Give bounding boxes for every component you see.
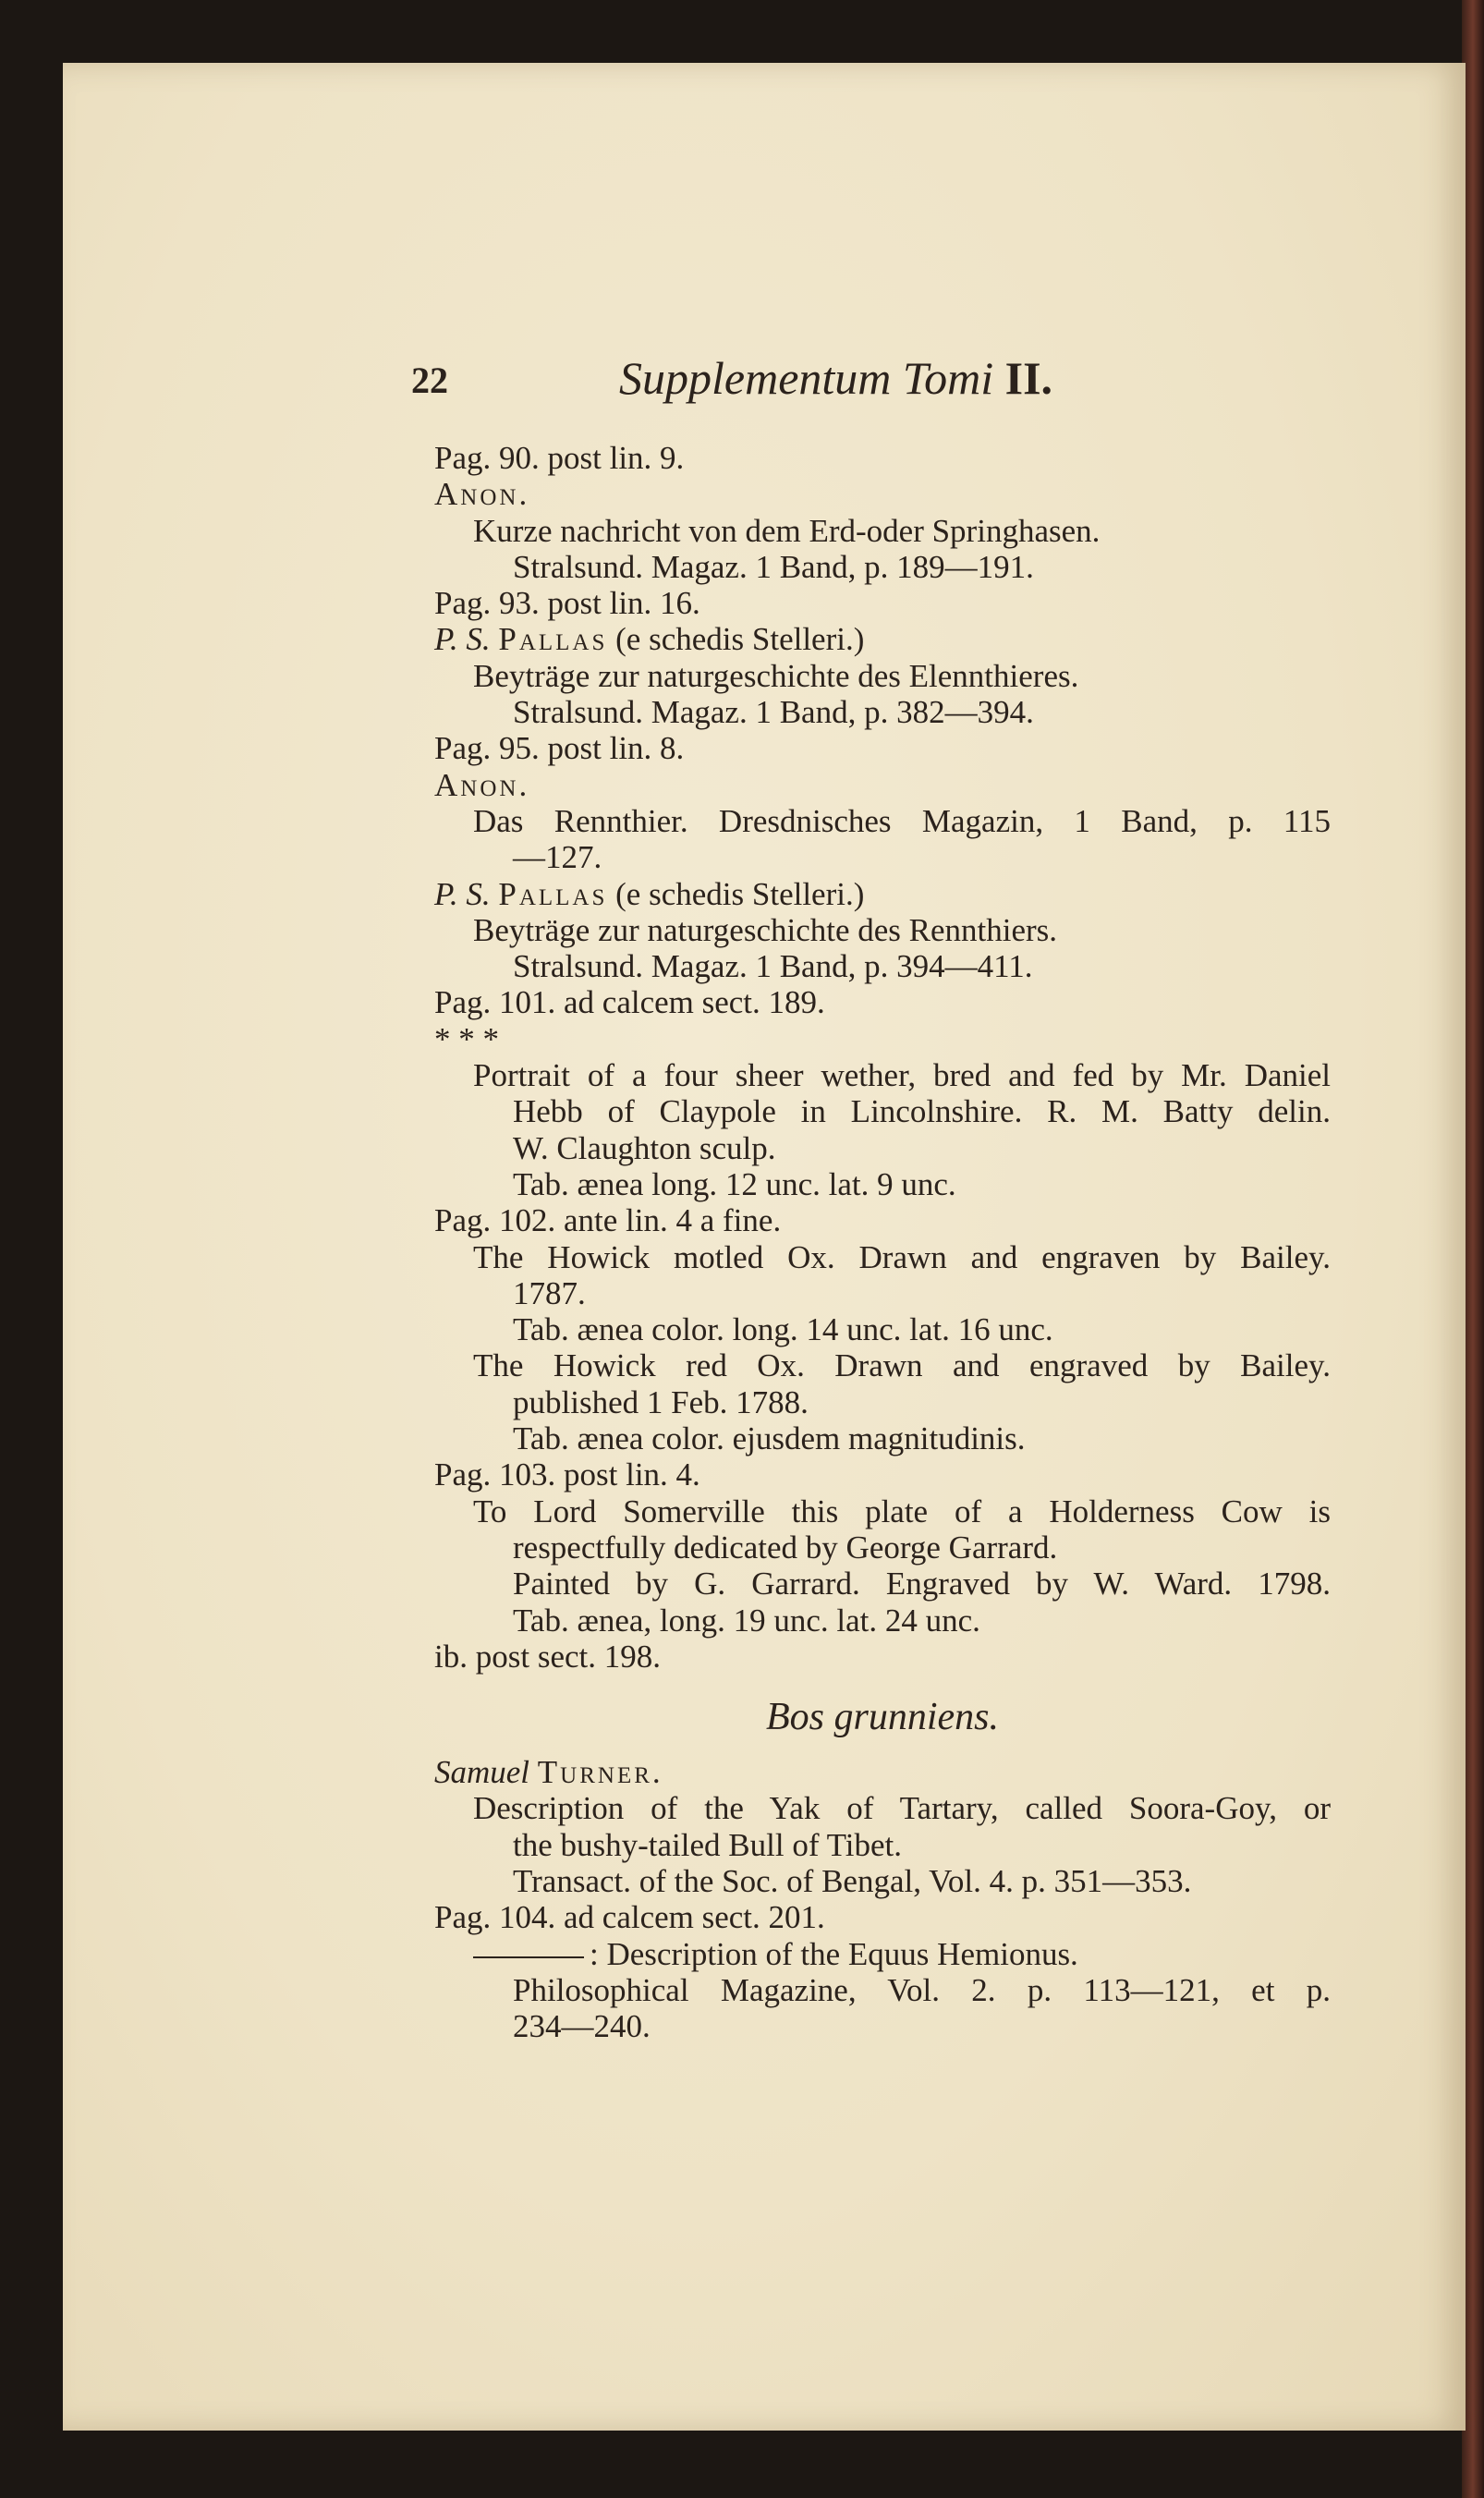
- entry-heading-line: [434, 1754, 1331, 1790]
- line-text: Transact. of the Soc. of Bengal, Vol. 4. p. 351—353.: [513, 1862, 1192, 1899]
- line-text: The Howick red Ox. Drawn and engraved by Bailey.: [473, 1347, 1331, 1384]
- entry-text-line: [434, 1863, 1331, 1899]
- line-text: : Description of the Equus Hemionus.: [590, 1935, 1078, 1972]
- author-name: Pallas: [498, 875, 608, 912]
- line-text: Pag. 90. post lin. 9.: [434, 440, 685, 476]
- line-text: Stralsund. Magaz. 1 Band, p. 189—191.: [513, 548, 1034, 585]
- line-text: Pag. 102. ante lin. 4 a fine.: [434, 1202, 782, 1239]
- line-text: Painted by G. Garrard. Engraved by W. Ward. 1798.: [513, 1566, 1331, 1602]
- author-initials: P. S.: [434, 875, 499, 912]
- line-text: ib. post sect. 198.: [434, 1638, 661, 1675]
- line-text: Hebb of Claypole in Lincolnshire. R. M. Batty delin.: [513, 1093, 1331, 1130]
- line-text: Pag. 104. ad calcem sect. 201.: [434, 1899, 825, 1936]
- entry-text-line: [434, 1602, 1331, 1639]
- line-text: * * *: [434, 1020, 499, 1057]
- entry-heading-line: [434, 984, 1331, 1020]
- line-text: Beyträge zur naturgeschichte des Rennthiers.: [473, 911, 1058, 948]
- entry-text-line: [434, 1790, 1331, 1826]
- entry-text-line: [434, 1057, 1331, 1093]
- line-text: Stralsund. Magaz. 1 Band, p. 394—411.: [513, 948, 1033, 985]
- line-text: Tab. ænea color. long. 14 unc. lat. 16 unc.: [513, 1311, 1053, 1348]
- line-text: Bos grunniens.: [766, 1696, 999, 1739]
- entry-text-line: [434, 1827, 1331, 1863]
- line-text: (e schedis Stelleri.): [607, 875, 865, 912]
- line-text: —127.: [513, 839, 602, 876]
- author-initials: P. S.: [434, 621, 499, 658]
- author-name: Anon.: [434, 476, 530, 513]
- line-text: Tab. ænea, long. 19 unc. lat. 24 unc.: [513, 1602, 980, 1639]
- entry-text-line: [434, 1166, 1331, 1202]
- entry-text-line: [434, 1093, 1331, 1129]
- entry-text-line: [434, 1972, 1331, 2008]
- entry-text-line: [434, 803, 1331, 839]
- line-text: Pag. 101. ad calcem sect. 189.: [434, 984, 825, 1021]
- line-text: Tab. ænea long. 12 unc. lat. 9 unc.: [513, 1165, 956, 1202]
- line-text: Pag. 93. post lin. 16.: [434, 585, 700, 622]
- entry-text-line: [434, 912, 1331, 948]
- page-number: 22: [411, 359, 448, 401]
- entry-text-line: [434, 1347, 1331, 1383]
- entry-text-line: [434, 948, 1331, 984]
- line-text: respectfully dedicated by George Garrard.: [513, 1529, 1058, 1566]
- line-text: W. Claughton sculp.: [513, 1129, 776, 1166]
- line-text: published 1 Feb. 1788.: [513, 1383, 809, 1420]
- running-header: [407, 351, 1331, 407]
- line-text: Stralsund. Magaz. 1 Band, p. 382—394.: [513, 694, 1034, 731]
- entry-heading-line: [434, 1021, 1331, 1057]
- entry-text-line: [434, 1311, 1331, 1347]
- section-heading: [434, 1680, 1331, 1754]
- ditto-rule: [473, 1956, 584, 1958]
- entry-heading-line: [434, 1899, 1331, 1935]
- line-text: 234—240.: [513, 2008, 651, 2045]
- line-text: Das Rennthier. Dresdnisches Magazin, 1 Band, p. 115: [473, 802, 1331, 839]
- entry-text-line: [434, 2008, 1331, 2044]
- line-text: the bushy-tailed Bull of Tibet.: [513, 1826, 902, 1863]
- entry-text-line: [434, 1529, 1331, 1566]
- entry-text-line: [434, 1130, 1331, 1166]
- line-text: 1787.: [513, 1274, 586, 1311]
- entry-text-line: [434, 1936, 1331, 1972]
- running-title-text: Supplementum Tomi: [619, 352, 994, 404]
- line-text: The Howick motled Ox. Drawn and engraven by Bailey.: [473, 1238, 1331, 1275]
- entry-heading-line: [434, 1639, 1331, 1675]
- entry-heading-line: [434, 440, 1331, 476]
- line-text: Pag. 95. post lin. 8.: [434, 730, 685, 767]
- entry-text-line: [434, 1493, 1331, 1529]
- entry-text-line: [434, 1420, 1331, 1456]
- entry-text-line: [434, 1566, 1331, 1602]
- page-body: [434, 440, 1331, 2044]
- entry-heading-line: [434, 476, 1331, 512]
- line-text: Beyträge zur naturgeschichte des Elennthieres.: [473, 657, 1079, 694]
- author-name: Anon.: [434, 766, 530, 803]
- entry-heading-line: [434, 876, 1331, 912]
- entry-text-line: [434, 1275, 1331, 1311]
- entry-text-line: [434, 549, 1331, 585]
- line-text: Description of the Yak of Tartary, called Soora-Goy, or: [473, 1790, 1331, 1827]
- entry-heading-line: [434, 1202, 1331, 1238]
- author-name: Turner.: [537, 1754, 663, 1791]
- line-text: Tab. ænea color. ejusdem magnitudinis.: [513, 1420, 1026, 1457]
- entry-heading-line: [434, 1456, 1331, 1493]
- entry-text-line: [434, 694, 1331, 730]
- entry-heading-line: [434, 730, 1331, 766]
- line-text: (e schedis Stelleri.): [607, 621, 865, 658]
- line-text: Portrait of a four sheer wether, bred and fed by Mr. Daniel: [473, 1057, 1331, 1094]
- line-text: Kurze nachricht von dem Erd-oder Springhasen.: [473, 512, 1101, 549]
- entry-text-line: [434, 513, 1331, 549]
- entry-text-line: [434, 839, 1331, 875]
- entry-heading-line: [434, 585, 1331, 621]
- entry-text-line: [434, 1239, 1331, 1275]
- entry-heading-line: [434, 767, 1331, 803]
- entry-text-line: [434, 658, 1331, 694]
- line-text: To Lord Somerville this plate of a Holderness Cow is: [473, 1493, 1331, 1529]
- entry-text-line: [434, 1384, 1331, 1420]
- running-title: [619, 351, 1052, 405]
- line-text: Philosophical Magazine, Vol. 2. p. 113—121, et p.: [513, 1971, 1331, 2008]
- author-initials: Samuel: [434, 1754, 538, 1791]
- running-title-numeral: II.: [1004, 352, 1053, 404]
- line-text: Pag. 103. post lin. 4.: [434, 1456, 700, 1493]
- entry-heading-line: [434, 621, 1331, 657]
- author-name: Pallas: [498, 621, 608, 658]
